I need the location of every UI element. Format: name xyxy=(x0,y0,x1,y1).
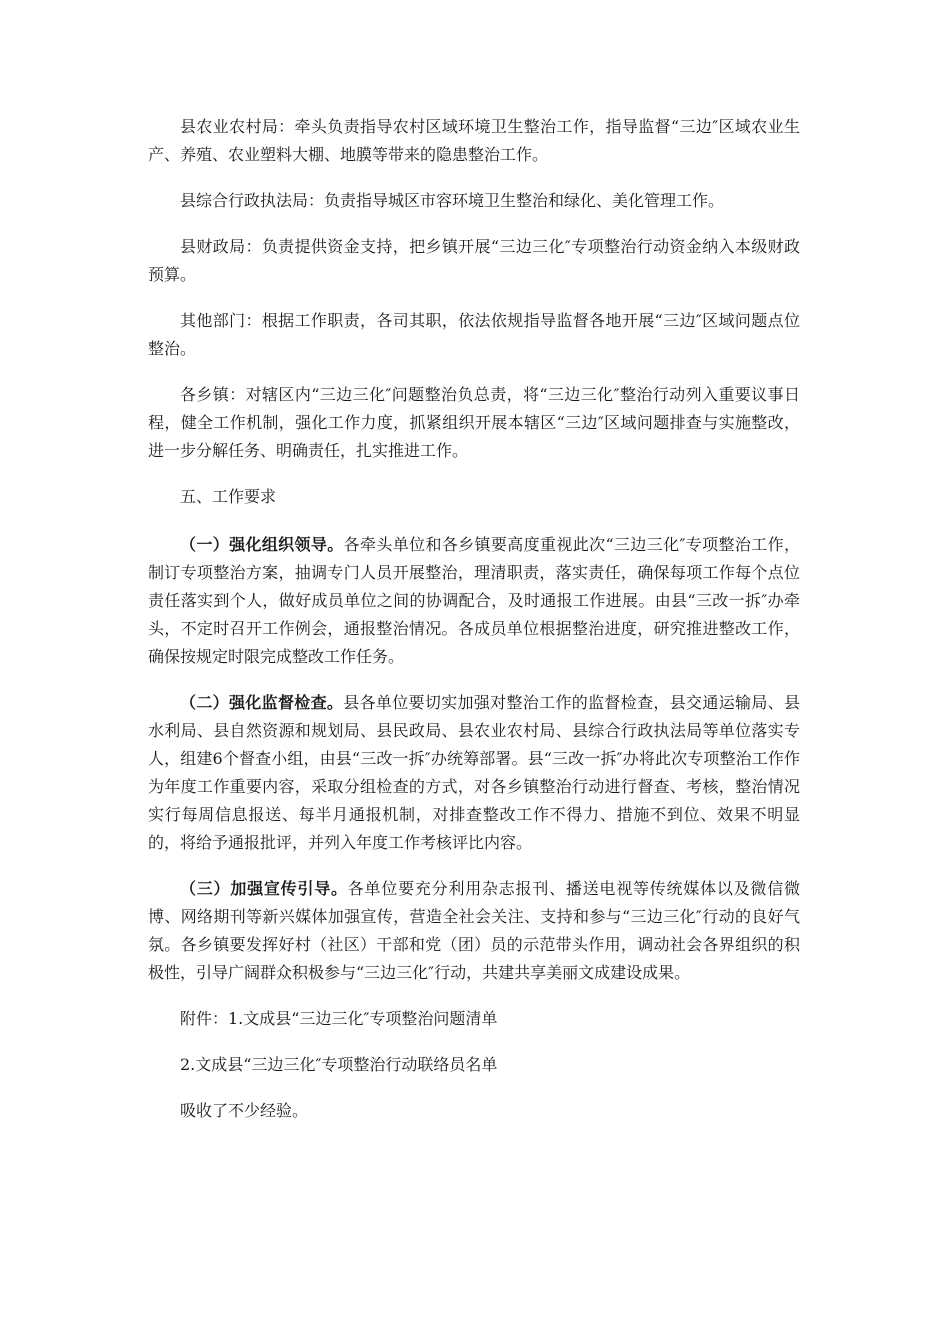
paragraph-publicity-guidance xyxy=(148,875,800,987)
paragraph-text: 吸收了不少经验。 xyxy=(180,1101,309,1120)
paragraph-townships xyxy=(148,381,800,465)
paragraph-other-departments xyxy=(148,307,800,363)
paragraph-text: 县各单位要切实加强对整治工作的监督检查，县交通运输局、县水利局、县自然资源和规划局、县民政局、县农业农村局、县综合行政执法局等单位落实专人，组建6个督查小组，由县“三改一拆″办统筹部署。县“三改一拆″办将此次专项整治工作作为年度工作重要内容，采取分组检查的方式，对各乡镇整治行动进行督查、考核，整治情况实行每周信息报送、每半月通报机制，对排查整改工作不得力、措施不到位、效果不明显的，将给予通报批评，并列入年度工作考核评比内容。 xyxy=(148,693,800,852)
paragraph-attachment-2 xyxy=(148,1051,800,1079)
paragraph-text: 县财政局：负责提供资金支持，把乡镇开展“三边三化″专项整治行动资金纳入本级财政预算。 xyxy=(148,237,800,284)
document-body xyxy=(148,113,800,1143)
paragraph-text: 附件：1.文成县“三边三化″专项整治问题清单 xyxy=(180,1009,498,1028)
paragraph-supervision-inspection xyxy=(148,689,800,857)
paragraph-lead: （二）强化监督检查。 xyxy=(180,693,344,712)
paragraph-lead: （三）加强宣传引导。 xyxy=(180,879,348,898)
section-heading-work-requirements xyxy=(148,483,800,511)
paragraph-text: 县综合行政执法局：负责指导城区市容环境卫生整治和绿化、美化管理工作。 xyxy=(180,191,725,210)
paragraph-text: 五、工作要求 xyxy=(180,487,277,506)
paragraph-law-enforcement-bureau xyxy=(148,187,800,215)
paragraph-text: 其他部门：根据工作职责，各司其职，依法依规指导监督各地开展“三边″区域问题点位整治。 xyxy=(148,311,800,358)
paragraph-finance-bureau xyxy=(148,233,800,289)
paragraph-text: 2.文成县“三边三化″专项整治行动联络员名单 xyxy=(180,1055,498,1074)
paragraph-closing xyxy=(148,1097,800,1125)
paragraph-agriculture-bureau xyxy=(148,113,800,169)
paragraph-lead: （一）强化组织领导。 xyxy=(180,535,344,554)
paragraph-organization-leadership xyxy=(148,531,800,671)
paragraph-text: 各乡镇：对辖区内“三边三化″问题整治负总责，将“三边三化″整治行动列入重要议事日程，健全工作机制，强化工作力度，抓紧组织开展本辖区“三边″区域问题排查与实施整改，进一步分解任务、明确责任，扎实推进工作。 xyxy=(148,385,800,460)
paragraph-attachment-1 xyxy=(148,1005,800,1033)
paragraph-text: 各单位要充分利用杂志报刊、播送电视等传统媒体以及微信微博、网络期刊等新兴媒体加强宣传，营造全社会关注、支持和参与“三边三化″行动的良好气氛。各乡镇要发挥好村（社区）干部和党（团）员的示范带头作用，调动社会各界组织的积极性，引导广阔群众积极参与“三边三化″行动，共建共享美丽文成建设成果。 xyxy=(148,879,800,982)
paragraph-text: 县农业农村局：牵头负责指导农村区域环境卫生整治工作，指导监督“三边″区域农业生产、养殖、农业塑料大棚、地膜等带来的隐患整治工作。 xyxy=(148,117,800,164)
paragraph-text: 各牵头单位和各乡镇要高度重视此次“三边三化″专项整治工作，制订专项整治方案，抽调专门人员开展整治，理清职责，落实责任，确保每项工作每个点位责任落实到个人，做好成员单位之间的协调配合，及时通报工作进展。由县“三改一拆″办牵头，不定时召开工作例会，通报整治情况。各成员单位根据整治进度，研究推进整改工作，确保按规定时限完成整改工作任务。 xyxy=(148,535,800,666)
